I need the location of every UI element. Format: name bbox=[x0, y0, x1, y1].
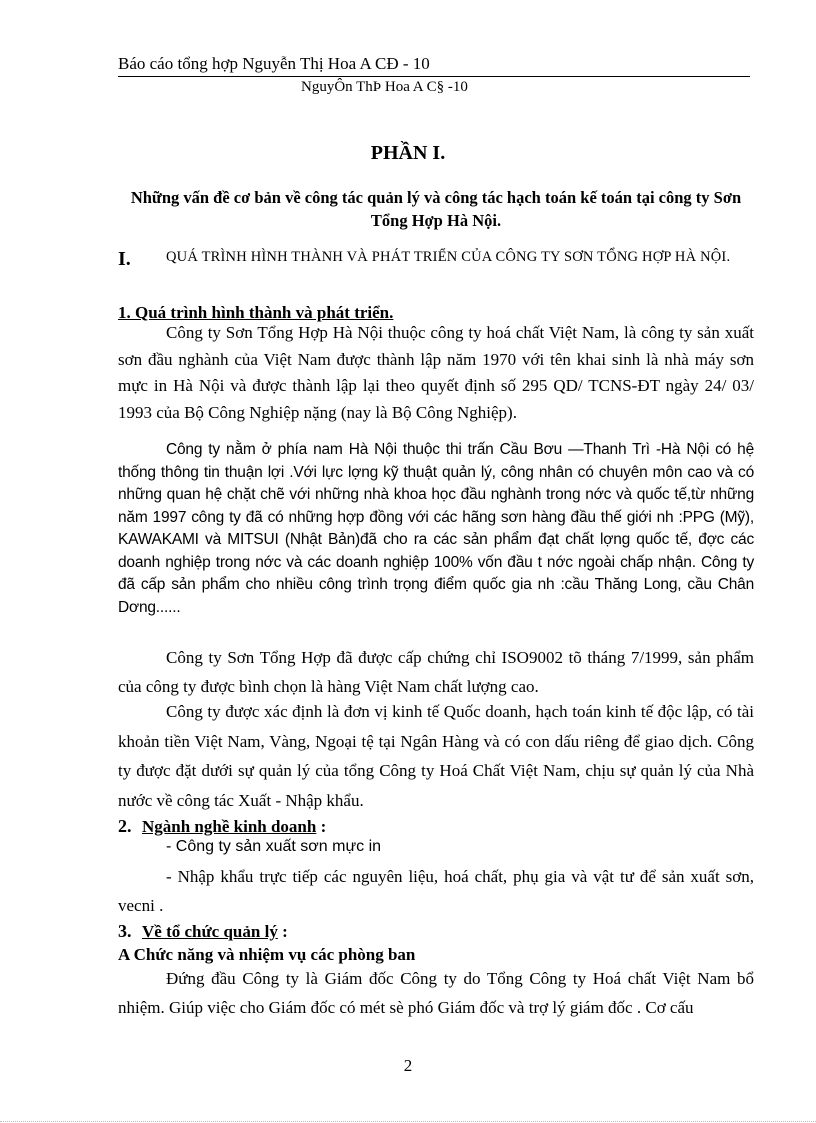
running-header-garbled: NguyÔn ThÞ Hoa A C§ -10 bbox=[301, 79, 468, 95]
paragraph: Công ty nằm ở phía nam Hà Nội thuộc thi trấn Cầu Bơu —Thanh Trì -Hà Nội có hệ thống thông tin thuận lợi .Với lực lợng kỹ thuật quản lý, công nhân có chuyên môn cao và có những quan hệ chặt chẽ với những nhà khoa học đầu nghành trong nớc và quốc tế,từ những năm 1997 công ty đã có những hợp đồng với các hãng sơn hàng đầu thế giới nh :PPG (Mỹ), KAWAKAMI và MITSUI (Nhật Bản)đã cho ra các sản phẩm đạt chất lợng quốc tế, đợc các doanh nghiệp trong nớc và các doanh nghiệp 100% vốn đầu t nớc ngoài chấp nhận. Công ty đã cấp sản phẩm cho nhiều công trình trọng điểm quốc gia nh :cầu Thăng Long, cầu Chân Dơng...... bbox=[118, 441, 754, 616]
section-2-heading bbox=[118, 816, 326, 837]
section-number: 3. bbox=[118, 921, 132, 941]
list-item: - Công ty sản xuất sơn mực in bbox=[166, 838, 382, 855]
page-edge-dotted-line bbox=[0, 1121, 816, 1122]
section-colon: : bbox=[316, 817, 327, 836]
list-item: - Nhập khẩu trực tiếp các nguyên liệu, hoá chất, phụ gia và vật tư để sản xuất sơn, vecni . bbox=[118, 867, 754, 915]
chapter-title: Những vấn đề cơ bản về công tác quản lý và công tác hạch toán kế toán tại công ty Sơn Tổng Hợp Hà Nội. bbox=[130, 188, 742, 230]
paragraph: Công ty Sơn Tổng Hợp đã được cấp chứng chỉ ISO9002 tõ tháng 7/1999, sản phẩm của công ty được bình chọn là hàng Việt Nam chất lượng cao. bbox=[118, 648, 754, 696]
section-title: Ngành nghề kinh doanh bbox=[142, 817, 317, 836]
section-number: 2. bbox=[118, 816, 132, 836]
section-roman-heading bbox=[150, 249, 750, 266]
page-number: 2 bbox=[403, 1056, 413, 1075]
paragraph: Đứng đầu Công ty là Giám đốc Công ty do Tổng Công ty Hoá chất Việt Nam bổ nhiệm. Giúp việc cho Giám đốc có mét sè phó Giám đốc và trợ lý giám đốc . Cơ cấu bbox=[118, 969, 754, 1017]
running-header: Báo cáo tổng hợp Nguyễn Thị Hoa A CĐ - 10 bbox=[118, 54, 430, 73]
sub-heading: A Chức năng và nhiệm vụ các phòng ban bbox=[118, 945, 416, 964]
section-3-heading bbox=[118, 921, 288, 942]
section-title: Về tổ chức quản lý bbox=[142, 922, 278, 941]
header-rule bbox=[118, 76, 750, 77]
section-roman-heading-text: QUÁ TRÌNH HÌNH THÀNH VÀ PHÁT TRIỂN CỦA CÔNG TY SƠN TỔNG HỢP HÀ NỘI. bbox=[166, 249, 731, 265]
part-title: PHẦN I. bbox=[370, 142, 446, 164]
section-1-heading: 1. Quá trình hình thành và phát triển. bbox=[118, 303, 394, 322]
paragraph: Công ty Sơn Tổng Hợp Hà Nội thuộc công ty hoá chất Việt Nam, là công ty sản xuất sơn đầu nghành của Việt Nam được thành lập năm 1970 với tên khai sinh là nhà máy sơn mực in Hà Nội và được thành lập lại theo quyết định số 295 QD/ TCNS-ĐT ngày 24/ 03/ 1993 của Bộ Công Nghiệp nặng (nay là Bộ Công Nghiệp). bbox=[118, 323, 754, 422]
section-colon: : bbox=[277, 922, 288, 941]
paragraph: Công ty được xác định là đơn vị kinh tế Quốc doanh, hạch toán kinh tế độc lập, có tài khoản tiền Việt Nam, Vàng, Ngoại tệ tại Ngân Hàng và có con dấu riêng để giao dịch. Công ty được đặt dưới sự quản lý của tổng Công ty Hoá Chất Việt Nam, chịu sự quản lý của Nhà nước về công tác Xuất - Nhập khẩu. bbox=[118, 702, 754, 810]
section-roman-numeral: I. bbox=[118, 248, 131, 270]
